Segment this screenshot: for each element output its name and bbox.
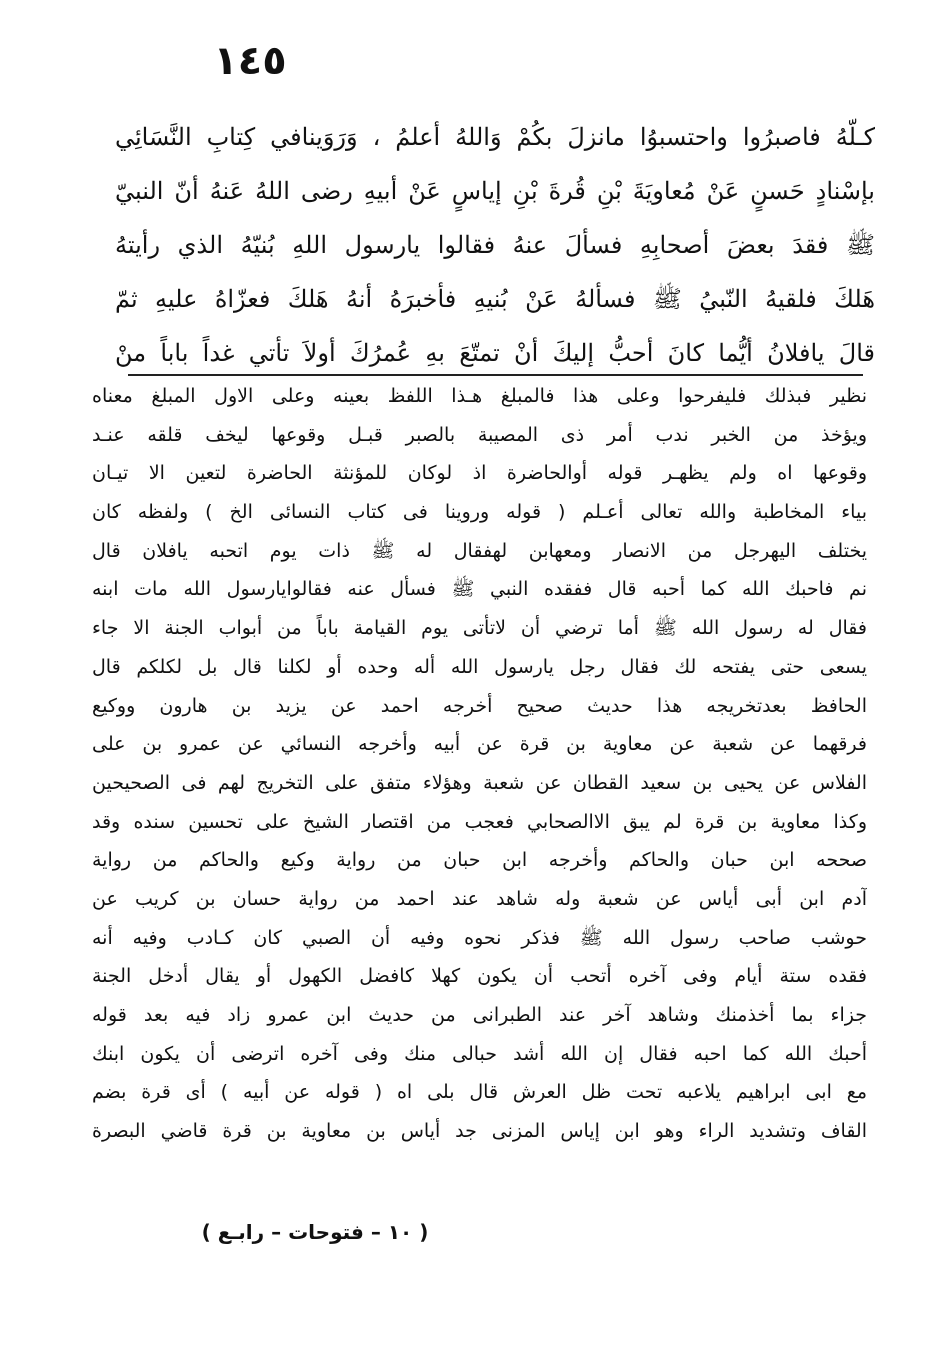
main-text-line: ﷺ فقدَ بعضَ أصحابِهِ فسألَ عنهُ فقالوا يارسول اللهِ بُنيّهُ الذي رأيتهُ (115, 231, 875, 259)
signature-mark: ( ١٠ – فتوحات – رابـع ) (201, 1220, 429, 1244)
section-divider (128, 374, 863, 376)
commentary-line: جزاء بما أخذمنك وشاهد آخر عند الطبرانى من حديث ابن عمرو زاد فيه بعد قوله (92, 1004, 867, 1026)
main-text-block (115, 110, 875, 380)
commentary-line: يختلف اليهرجل من الانصار ومعهابن لهفقال له ﷺ ذات يوم اتحبه يافلان قال (92, 539, 867, 562)
commentary-line: بياء المخاطبة والله تعالى أعـلم ( قوله وروينا فى كتاب النسائى الخ ) ولفظه كان (92, 501, 867, 524)
commentary-line: حوشب صاحب رسول الله ﷺ فذكر نحوه وفيه أن الصبي كان كـادب وفيه أنه (92, 926, 867, 949)
commentary-block (92, 377, 867, 1151)
commentary-line: يسعى حتى يفتحه لك فقال رجل يارسول الله أله وحده أو لكلنا قال بل لكلكم قال (92, 655, 867, 678)
commentary-line: فقده ستة أيام وفى آخره أتحب أن يكون كهلا كافضل الكهول أو يقال أدخل الجنة (92, 965, 867, 988)
commentary-line: الحافظ بعدتخريجه هذا حديث صحيح أخرجه احمد عن يزيد بن هارون ووكيع (92, 694, 867, 717)
commentary-line: القاف وتشديد الراء وهو ابن إياس المزنى جد أياس بن معاوية بن قرة قاضي البصرة (92, 1120, 867, 1143)
commentary-line: فقال له رسول الله ﷺ أما ترضي أن لاتأتى يوم القيامة باباً من أبواب الجنة الا جاء (92, 617, 867, 640)
main-text-line: قالَ يافلانُ أيُّما كانَ أحبُّ إليكَ أنْ تمتّعَ بهِ عُمرُكَ أولاَ تأتي غداً باباً منْ (115, 339, 875, 367)
main-text-line: بإسْنادٍ حَسنٍ عَنْ مُعاويَةَ بْنِ قُرةَ بْنِ إياسٍ عَنْ أبيهِ رضى اللهُ عَنهُ أنّ النبيّ (115, 177, 875, 205)
commentary-line: فرقهما عن شعبة عن معاوية بن قرة عن أبيه وأخرجه النسائي عن عمرو بن على (92, 733, 867, 756)
commentary-line: نم فاحبك الله كما أحبه قال ففقده النبي ﷺ فسأل عنه فقالوايارسول الله مات ابنه (92, 578, 867, 601)
commentary-line: مع ابى ابراهيم يلاعبه تحت ظل العرش قال بلى اه ( قوله عن أبيه ) أى قرة بضم (92, 1081, 867, 1104)
commentary-line: الفلاس عن يحيى بن سعيد القطان عن شعبة وهؤلاء متفق على التخريج لهم فى الصحيحين (92, 771, 867, 794)
commentary-line: نظير فبذلك فليفرحوا وعلى هذا فالمبلغ هـذا اللفظ بعينه وعلى الاول المبلغ معناه (92, 385, 867, 407)
main-text-line: كـلّهُ فاصبرُوا واحتسبوُا مانزلَ بكُمْ وَاللهُ أعلمُ ، وَرَوَينافي كِتابِ النَّسَائِي (115, 123, 875, 151)
commentary-line: وكذا معاوية بن قرة لم يبق الاالصحابي فعجب من اقتصار الشيخ على تحسين سنده وقد (92, 810, 867, 833)
commentary-line: أحبك الله كما احبه فقال إن الله أشد حبالى منك وفى آخره اترضى أن يكون ابنك (92, 1042, 867, 1065)
page-number: ١٤٥ (213, 38, 287, 84)
commentary-line: وقوعها اه ولم يظهـر قوله أوالحاضرة اذ لوكان للمؤنثة الحاضرة لتعين الا تيـان (92, 462, 867, 485)
commentary-line: صححه ابن حبان والحاكم وأخرجه ابن حبان من رواية وكيع والحاكم من رواية (92, 849, 867, 872)
commentary-line: ويؤخذ من الخبر ندب أمر ذى المصيبة بالصبر قبـل وقوعها ليخف قلقه عنـد (92, 423, 867, 446)
commentary-line: آدم ابن أبى أياس عن شعبة وله شاهد عند احمد من رواية حسان بن كريب عن (92, 887, 867, 910)
main-text-line: هَلكَ فلقيهُ النّبيُ ﷺ فسألهُ عَنْ بُنيهِ فأخبرَهُ أنهُ هَلكَ فعزّاهُ عليهِ ثمّ (115, 285, 875, 313)
